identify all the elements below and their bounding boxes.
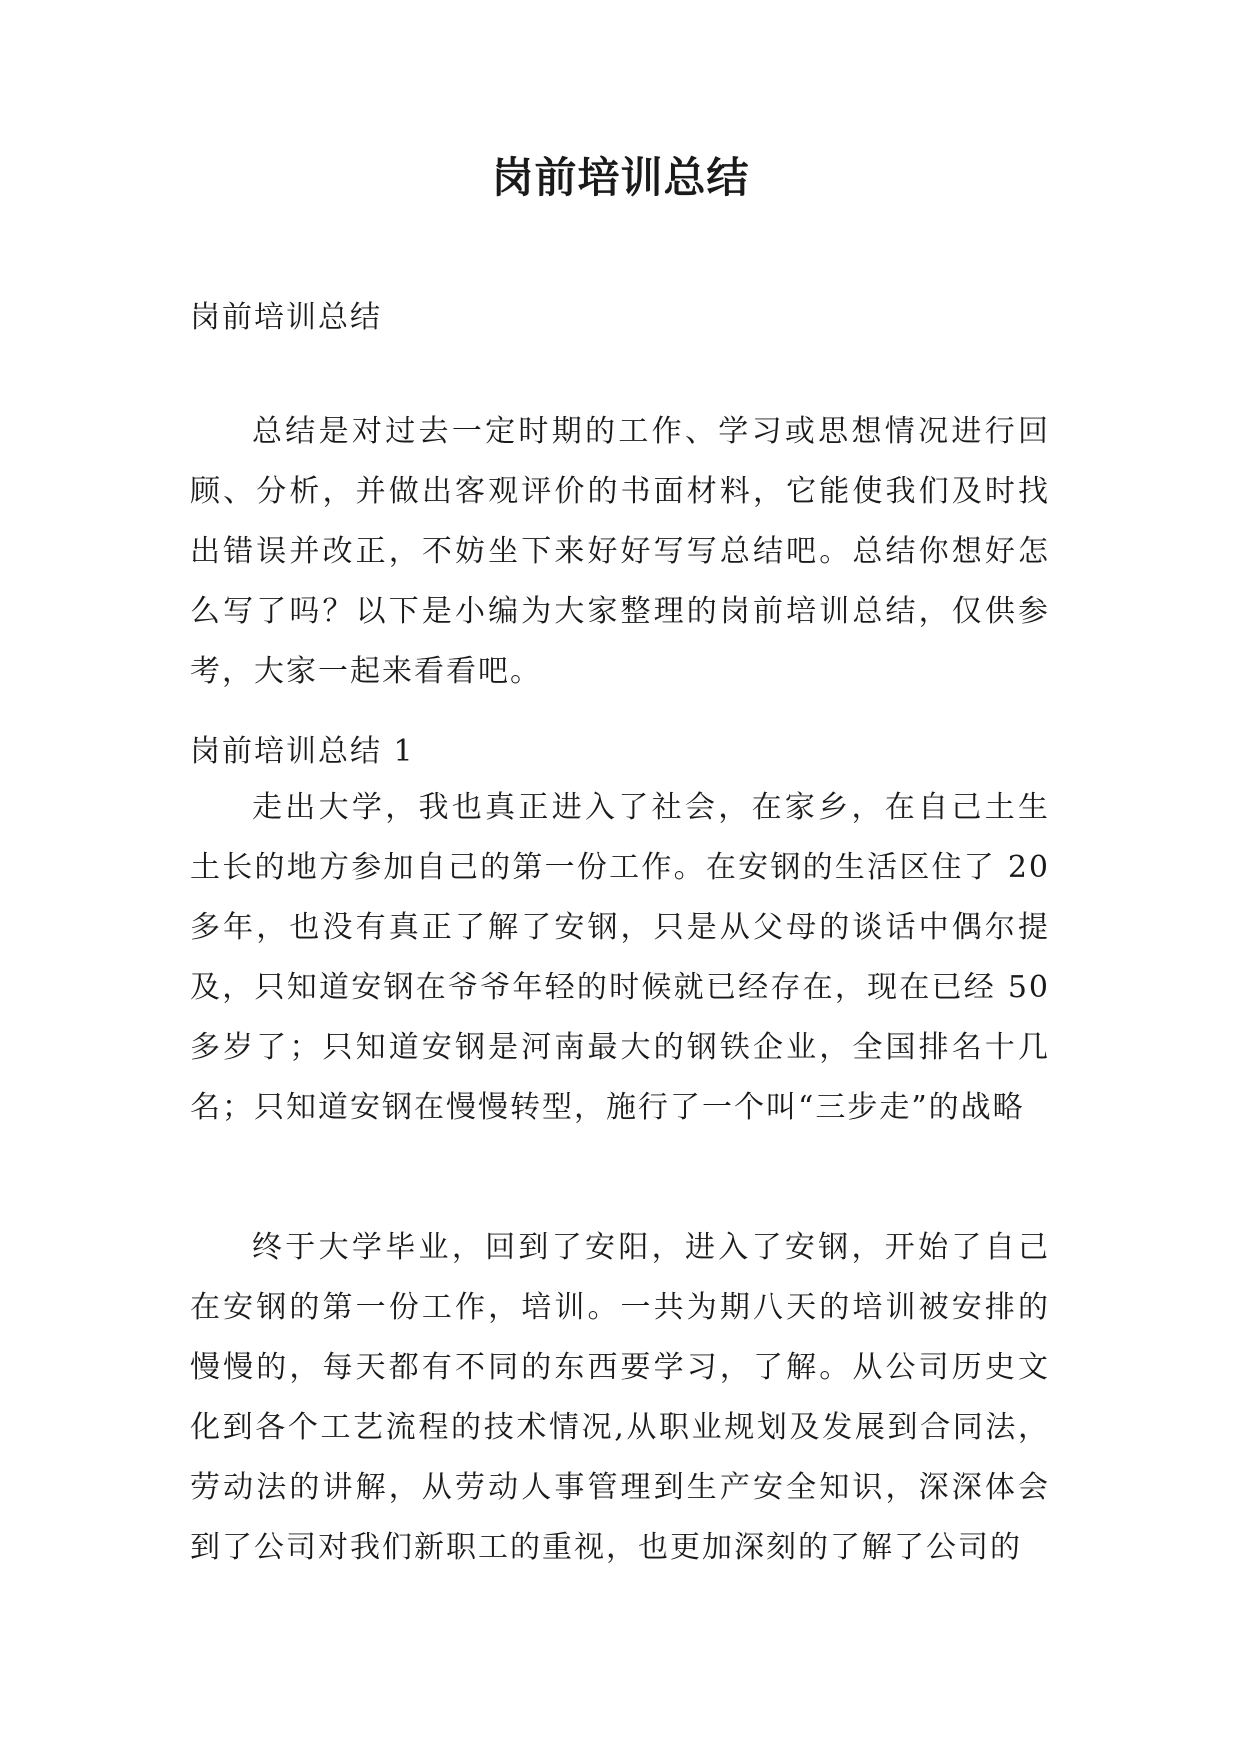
section-paragraph: 终于大学毕业，回到了安阳，进入了安钢，开始了自己在安钢的第一份工作，培训。一共为期八天的培训被安排的慢慢的，每天都有不同的东西要学习，了解。从公司历史文化到各个工艺流程的技术情况,从职业规划及发展到合同法，劳动法的讲解，从劳动人事管理到生产安全知识，深深体会到了公司对我们新职工的重视，也更加深刻的了解了公司的 (190, 1230, 1050, 1565)
intro-paragraph: 总结是对过去一定时期的工作、学习或思想情况进行回顾、分析，并做出客观评价的书面材料，它能使我们及时找出错误并改正，不妨坐下来好好写写总结吧。总结你想好怎么写了吗？以下是小编为大家整理的岗前培训总结，仅供参考，大家一起来看看吧。 (190, 414, 1050, 689)
section-heading: 岗前培训总结 1 (190, 734, 415, 769)
document-title: 岗前培训总结 (491, 153, 750, 202)
section-paragraph: 走出大学，我也真正进入了社会，在家乡，在自己土生土长的地方参加自己的第一份工作。在安钢的生活区住了 20 多年，也没有真正了解了安钢，只是从父母的谈话中偶尔提及，只知道安钢在爷爷年轻的时候就已经存在，现在已经 50 多岁了；只知道安钢是河南最大的钢铁企业，全国排名十几名；只知道安钢在慢慢转型，施行了一个叫“三步走”的战略 (190, 790, 1050, 1125)
document-subtitle: 岗前培训总结 (190, 300, 382, 335)
